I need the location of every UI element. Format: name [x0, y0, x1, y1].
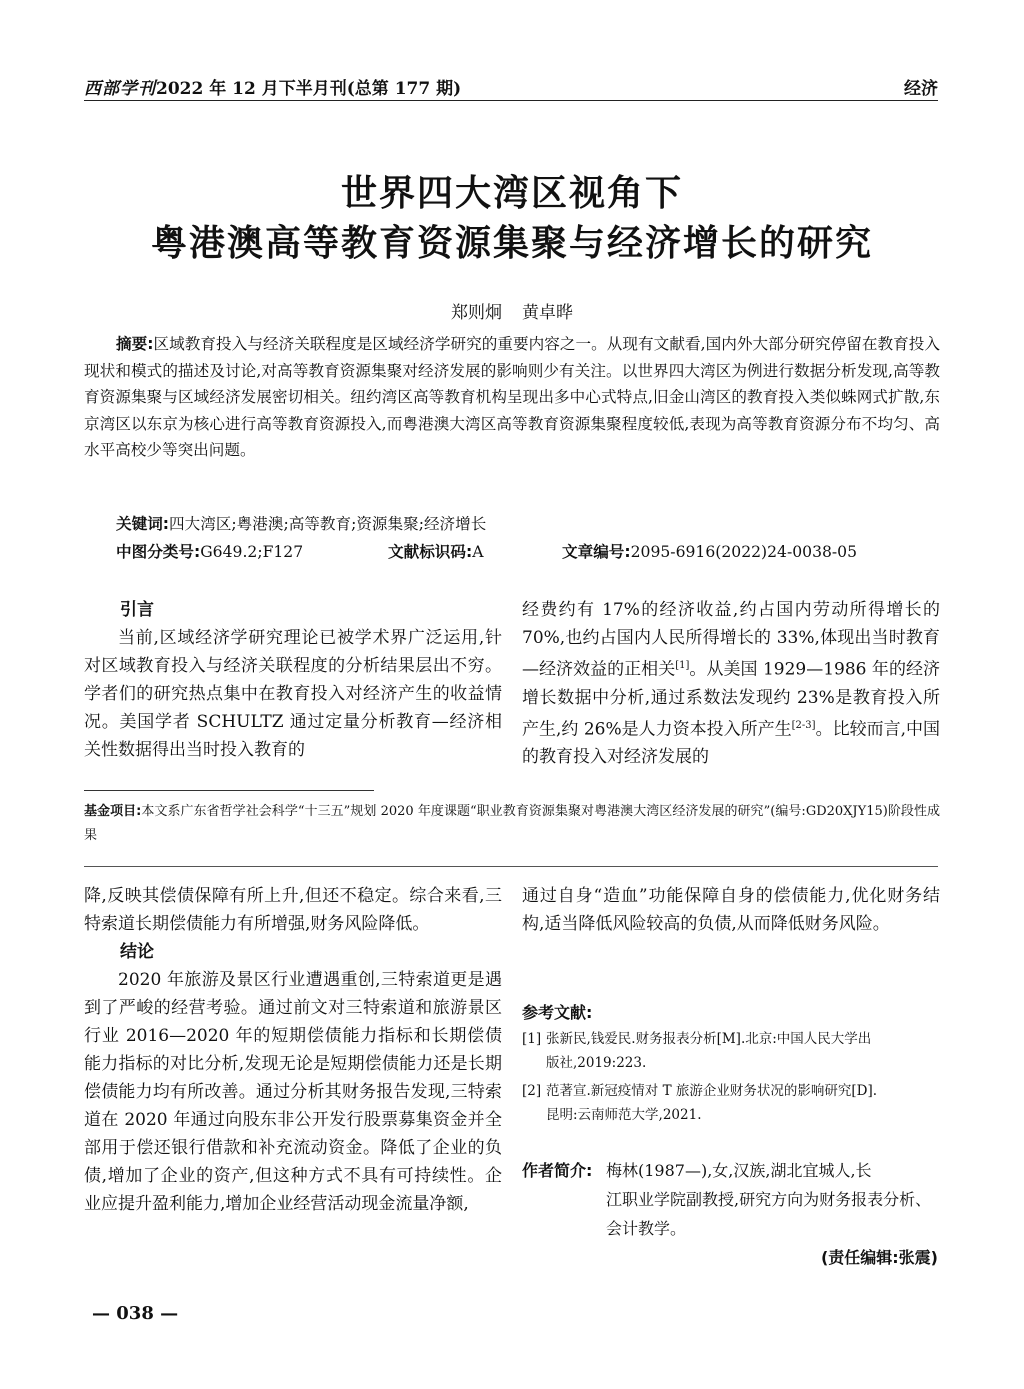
running-header — [84, 74, 461, 99]
intro-right-text-b: 。从美国 1929—1986 年的经济增长数据中分析,通过系数法发现约 23%是教育投入所产生,约 26%是人力资本投入所产生 — [522, 659, 940, 740]
bio-label: 作者简介: — [522, 1161, 593, 1180]
bio-line-1: 梅林(1987—),女,汉族,湖北宜城人,长 — [606, 1161, 872, 1180]
references-heading: 参考文献: — [522, 1003, 593, 1022]
intro-right-paragraph — [522, 596, 940, 771]
page-number: — 038 — — [92, 1303, 179, 1324]
article-no-value: 2095-6916(2022)24-0038-05 — [630, 543, 858, 561]
abstract-label: 摘要: — [116, 335, 154, 353]
lower-left-para-1: 降,反映其偿债保障有所上升,但还不稳定。综合来看,三特索道长期偿债能力有所增强,财务风险降低。 — [84, 886, 502, 934]
issue-info: 2022 年 12 月下半月刊(总第 177 期) — [156, 79, 462, 99]
responsible-editor: (责任编辑:张震) — [820, 1248, 938, 1267]
footnote-rule — [84, 790, 374, 791]
title-line-2: 粤港澳高等教育资源集聚与经济增长的研究 — [150, 222, 873, 264]
author-bio — [522, 1156, 940, 1243]
bio-rest: 江职业学院副教授,研究方向为财务报表分析、会计教学。 — [606, 1190, 932, 1238]
reference-line-2: 版社,2019:223. — [546, 1055, 647, 1071]
intro-right-text-a: 经费约有 17%的经济收益,约占国内劳动所得增长的 70%,也约占国内人民所得增长的 33%,体现出当时教育—经济效益的正相关 — [522, 600, 940, 680]
clc-label: 中图分类号: — [116, 543, 201, 561]
lower-right-para-1: 通过自身“造血”功能保障自身的偿债能力,优化财务结构,适当降低风险较高的负债,从而降低财务风险。 — [522, 886, 940, 934]
conclusion-text: 2020 年旅游及景区行业遭遇重创,三特索道更是遇到了严峻的经营考验。通过前文对三特索道和旅游景区行业 2016—2020 年的短期偿债能力指标和长期偿债能力指标的对比分析,发现无论是短期偿债能力还是长期偿债能力均有所改善。通过分析其财务报告发现,三特索道在 2020 年通过向股东非公开发行股票募集资金并全部用于偿还银行借款和补充流动资金。降低了企业的负债,增加了企业的资产,但这种方式不具有可持续性。企业应提升盈利能力,增加企业经营活动现金流量净额, — [84, 970, 502, 1214]
abstract — [84, 331, 940, 464]
journal-logo: 西部学刊 — [84, 79, 156, 99]
header-rule — [84, 100, 938, 101]
author-1: 郑则炯 — [451, 303, 502, 323]
intro-left-text: 当前,区域经济学研究理论已被学术界广泛运用,针对区域教育投入与经济关联程度的分析结果层出不穷。学者们的研究热点集中在教育投入对经济产生的收益情况。美国学者 SCHULTZ 通过定量分析教育—经济相关性数据得出当时投入教育的 — [84, 628, 502, 760]
title-line-1: 世界四大湾区视角下 — [340, 172, 683, 214]
fund-note — [84, 800, 940, 848]
abstract-text: 区域教育投入与经济关联程度是区域经济学研究的重要内容之一。从现有文献看,国内外大部分研究停留在教育投入现状和模式的描述及讨论,对高等教育资源集聚对经济发展的影响则少有关注。以世界四大湾区为例进行数据分析发现,高等教育资源集聚与区域经济发展密切相关。纽约湾区高等教育机构呈现出多中心式特点,旧金山湾区的教育投入类似蛛网式扩散,东京湾区以东京为核心进行高等教育资源投入,而粤港澳大湾区高等教育资源集聚程度较低,表现为高等教育资源分布不均匀、高水平高校少等突出问题。 — [84, 335, 940, 460]
intro-heading: 引言 — [120, 600, 154, 620]
reference-item — [522, 1079, 940, 1127]
section-divider — [84, 866, 938, 867]
classification-line — [116, 540, 857, 562]
keywords-label: 关键词: — [116, 515, 170, 533]
article-no-label: 文章编号: — [562, 543, 631, 561]
conclusion-heading: 结论 — [120, 942, 154, 962]
reference-line-1: 范著宣.新冠疫情对 T 旅游企业财务状况的影响研究[D]. — [546, 1083, 878, 1099]
reference-number: [1] — [522, 1031, 542, 1047]
section-label: 经济 — [904, 79, 938, 99]
citation-2: [2-3] — [791, 719, 816, 731]
intro-right-column — [522, 596, 940, 771]
reference-line-1: 张新民,钱爱民.财务报表分析[M].北京:中国人民大学出 — [546, 1031, 872, 1047]
fund-text: 本文系广东省哲学社会科学“十三五”规划 2020 年度课题“职业教育资源集聚对粤港澳大湾区经济发展的研究”(编号:GD20XJY15)阶段性成果 — [84, 804, 940, 843]
keywords — [116, 512, 486, 534]
clc-value: G649.2;F127 — [200, 543, 304, 561]
doc-code-label: 文献标识码: — [388, 543, 473, 561]
reference-item — [522, 1027, 940, 1075]
reference-number: [2] — [522, 1083, 542, 1099]
reference-line-2: 昆明:云南师范大学,2021. — [546, 1107, 702, 1123]
intro-left-column — [84, 596, 502, 764]
authors — [0, 298, 1024, 323]
lower-left-column — [84, 882, 502, 1218]
citation-1: [1] — [675, 660, 690, 671]
keywords-text: 四大湾区;粤港澳;高等教育;资源集聚;经济增长 — [169, 515, 487, 533]
doc-code-value: A — [472, 543, 484, 561]
author-2: 黄卓晔 — [522, 303, 573, 323]
intro-right-text-c: 。比较而言,中国的教育投入对经济发展的 — [522, 719, 940, 768]
fund-label: 基金项目: — [84, 804, 142, 819]
lower-right-column — [522, 882, 940, 938]
